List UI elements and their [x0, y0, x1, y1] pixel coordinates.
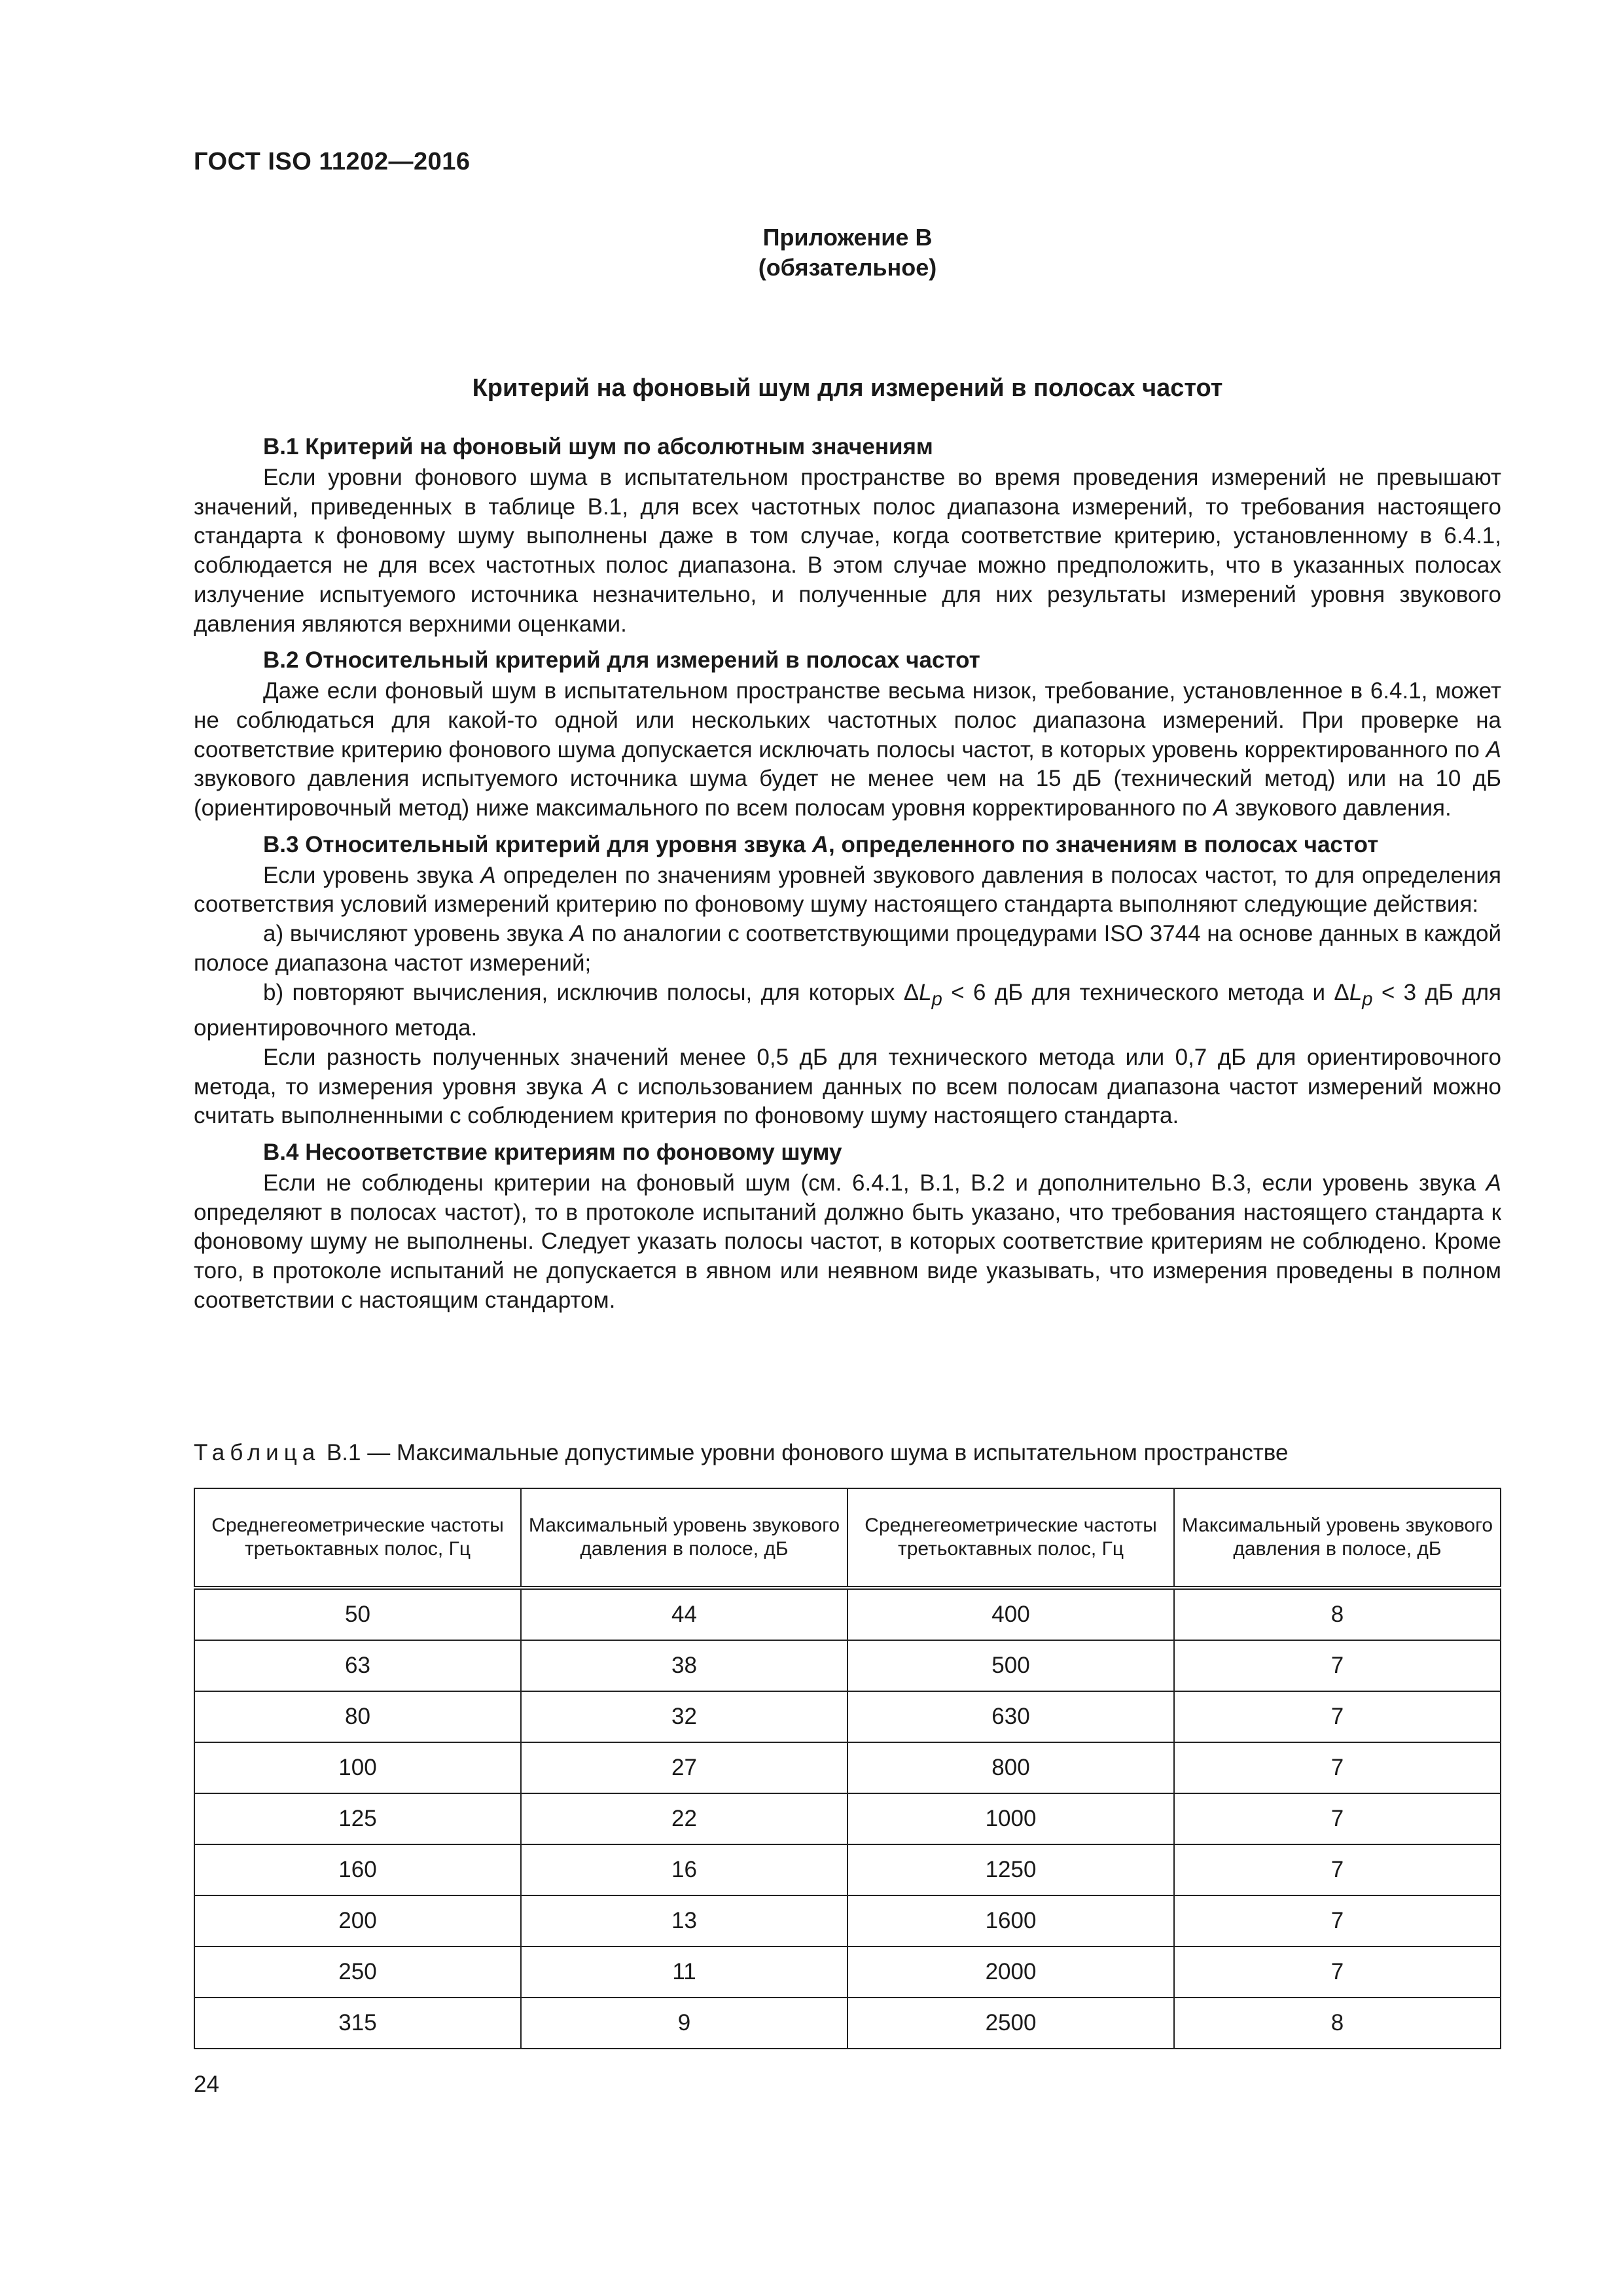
- table-caption: [194, 1440, 1288, 1466]
- text-run: определяют в полосах частот), то в протоколе испытаний должно быть указано, что требования настоящего стандарта к фоновому шуму не выполнены. Следует указать полосы частот, в которых соответствие критериям не соблюдено. Кроме того, в протоколе испытаний не допускается в явном или неявном виде указывать, что измерения проведены в полном соответствии с настоящим стандартом.: [194, 1199, 1501, 1313]
- text-run: Даже если фоновый шум в испытательном пространстве весьма низок, требование, установленное в 6.4.1, может не соблюдаться для какой-то одной или нескольких частотных полос диапазона измерений. При проверке на соответствие критерию фонового шума допускается исключать полосы частот, в которых уровень корректированного по: [194, 678, 1501, 762]
- table-row: [194, 1998, 1501, 2049]
- table-cell: 63: [194, 1640, 521, 1691]
- table-cell: 7: [1174, 1640, 1501, 1691]
- symbol-a: A: [569, 921, 585, 947]
- section-b4-paragraph: [194, 1169, 1501, 1316]
- symbol-a: A: [812, 831, 829, 857]
- table-cell: 1000: [847, 1793, 1174, 1844]
- table-cell: 250: [194, 1946, 521, 1998]
- table-row: [194, 1895, 1501, 1946]
- document-id: ГОСТ ISO 11202—2016: [194, 148, 471, 175]
- text-run: звукового давления испытуемого источника шума будет не менее чем на 15 дБ (технический метод) или на 10 дБ (ориентировочный метод) ниже максимального по всем полосам уровня корректированного по: [194, 766, 1501, 821]
- symbol-delta: Δ: [1334, 979, 1349, 1005]
- table-cell: 400: [847, 1588, 1174, 1640]
- header-frequency-2: Среднегеометрические частоты третьоктавных полос, Гц: [847, 1488, 1174, 1588]
- text-run: b) повторяют вычисления, исключив полосы, для которых: [263, 979, 904, 1005]
- section-b1-heading: В.1 Критерий на фоновый шум по абсолютным значениям: [263, 434, 933, 459]
- table-cell: 11: [521, 1946, 847, 1998]
- page-number: 24: [194, 2072, 219, 2097]
- table-cell: 38: [521, 1640, 847, 1691]
- table-cell: 80: [194, 1691, 521, 1742]
- table-cell: 125: [194, 1793, 521, 1844]
- table-cell: 7: [1174, 1742, 1501, 1793]
- symbol-p: p: [931, 988, 942, 1010]
- symbol-p: p: [1362, 988, 1373, 1010]
- text-run: Если не соблюдены критерии на фоновый шум (см. 6.4.1, В.1, В.2 и дополнительно В.3, если уровень звука: [263, 1170, 1486, 1196]
- table-cell: 8: [1174, 1998, 1501, 2049]
- table-row: [194, 1742, 1501, 1793]
- table-cell: 200: [194, 1895, 521, 1946]
- table-cell: 100: [194, 1742, 521, 1793]
- section-b3-item-a: [194, 920, 1501, 978]
- section-b4-heading: В.4 Несоответствие критериям по фоновому шуму: [263, 1139, 842, 1166]
- table-cell: 27: [521, 1742, 847, 1793]
- section-b2-heading: В.2 Относительный критерий для измерений в полосах частот: [263, 647, 980, 673]
- table-cell: 2500: [847, 1998, 1174, 2049]
- table-caption-text: В.1 — Максимальные допустимые уровни фонового шума в испытательном пространстве: [320, 1440, 1289, 1465]
- text-run: определен по значениям уровней звукового давления в полосах частот, то для определения соответствия условий измерений критерию по фоновому шуму настоящего стандарта выполняют следующие действия:: [194, 862, 1501, 918]
- text-run: с использованием данных по всем полосам диапазона частот измерений можно считать выполненными с соблюдением критерия по фоновому шуму настоящего стандарта.: [194, 1073, 1501, 1129]
- text-run: , определенного по значениям в полосах частот: [829, 831, 1379, 857]
- text-run: по аналогии с соответствующими процедурами ISO 3744 на основе данных в каждой полосе диапазона частот измерений;: [194, 921, 1502, 976]
- text-run: < 6 дБ для технического метода и: [942, 979, 1334, 1005]
- table-cell: 2000: [847, 1946, 1174, 1998]
- table-row: [194, 1588, 1501, 1640]
- table-caption-label: Таблица: [194, 1440, 321, 1465]
- table-row: [194, 1640, 1501, 1691]
- table-cell: 9: [521, 1998, 847, 2049]
- table-cell: 16: [521, 1844, 847, 1895]
- table-cell: 22: [521, 1793, 847, 1844]
- table-header-row: [194, 1488, 1501, 1588]
- symbol-a: A: [1486, 736, 1501, 762]
- table-cell: 32: [521, 1691, 847, 1742]
- symbol-a: A: [592, 1073, 608, 1100]
- section-b2-paragraph: [194, 677, 1501, 823]
- table-row: [194, 1793, 1501, 1844]
- header-frequency-1: Среднегеометрические частоты третьоктавных полос, Гц: [194, 1488, 521, 1588]
- table-cell: 1600: [847, 1895, 1174, 1946]
- section-b1-paragraph: Если уровни фонового шума в испытательном пространстве во время проведения измерений не превышают значений, приведенных в таблице В.1, для всех частотных полос диапазона измерений, то требования настоящего стандарта к фоновому шуму выполнены даже в том случае, когда соответствие критерию, установленному в 6.4.1, соблюдается не для всех частотных полос диапазона. В этом случае можно предположить, что в указанных полосах излучение испытуемого источника незначительно, и полученные для них результаты измерений уровня звукового давления являются верхними оценками.: [194, 465, 1501, 637]
- section-b3-item-b: [194, 978, 1501, 1043]
- appendix-label: [194, 223, 1501, 283]
- table-cell: 13: [521, 1895, 847, 1946]
- text-run: Если уровень звука: [263, 862, 481, 888]
- symbol-l: L: [1349, 979, 1363, 1005]
- background-noise-table: [194, 1488, 1501, 2049]
- table-row: [194, 1844, 1501, 1895]
- table-cell: 1250: [847, 1844, 1174, 1895]
- table-cell: 50: [194, 1588, 521, 1640]
- appendix-title: Приложение В: [762, 224, 933, 251]
- text-run: В.3 Относительный критерий для уровня звука: [263, 831, 812, 857]
- text-run: Если разность полученных значений менее 0,5 дБ для технического метода или 0,7 дБ для ориентировочного метода, то измерения уровня звука: [194, 1044, 1501, 1100]
- table-cell: 44: [521, 1588, 847, 1640]
- symbol-a: A: [1213, 795, 1229, 821]
- document-body: [194, 431, 1501, 1316]
- table-cell: 500: [847, 1640, 1174, 1691]
- main-title: Критерий на фоновый шум для измерений в полосах частот: [472, 374, 1223, 402]
- text-run: < 3 дБ для ориентировочного метода.: [194, 979, 1502, 1041]
- table-cell: 160: [194, 1844, 521, 1895]
- table-cell: 7: [1174, 1793, 1501, 1844]
- text-run: звукового давления.: [1228, 795, 1452, 821]
- section-b3-paragraph-2: [194, 1043, 1501, 1131]
- symbol-l: L: [919, 979, 932, 1005]
- table-row: [194, 1946, 1501, 1998]
- table-row: [194, 1691, 1501, 1742]
- table-cell: 315: [194, 1998, 521, 2049]
- table-cell: 7: [1174, 1895, 1501, 1946]
- table-cell: 800: [847, 1742, 1174, 1793]
- table-cell: 7: [1174, 1691, 1501, 1742]
- table-cell: 8: [1174, 1588, 1501, 1640]
- text-run: a) вычисляют уровень звука: [263, 921, 570, 947]
- symbol-delta: Δ: [903, 979, 919, 1005]
- appendix-status: (обязательное): [758, 254, 937, 281]
- symbol-a: A: [1486, 1170, 1501, 1196]
- table-cell: 7: [1174, 1844, 1501, 1895]
- symbol-a: A: [480, 862, 496, 888]
- table-cell: 630: [847, 1691, 1174, 1742]
- header-level-1: Максимальный уровень звукового давления в полосе, дБ: [521, 1488, 847, 1588]
- table-cell: 7: [1174, 1946, 1501, 1998]
- header-level-2: Максимальный уровень звукового давления в полосе, дБ: [1174, 1488, 1501, 1588]
- section-b3-heading: [194, 829, 1501, 861]
- section-b3-paragraph-1: [194, 861, 1501, 920]
